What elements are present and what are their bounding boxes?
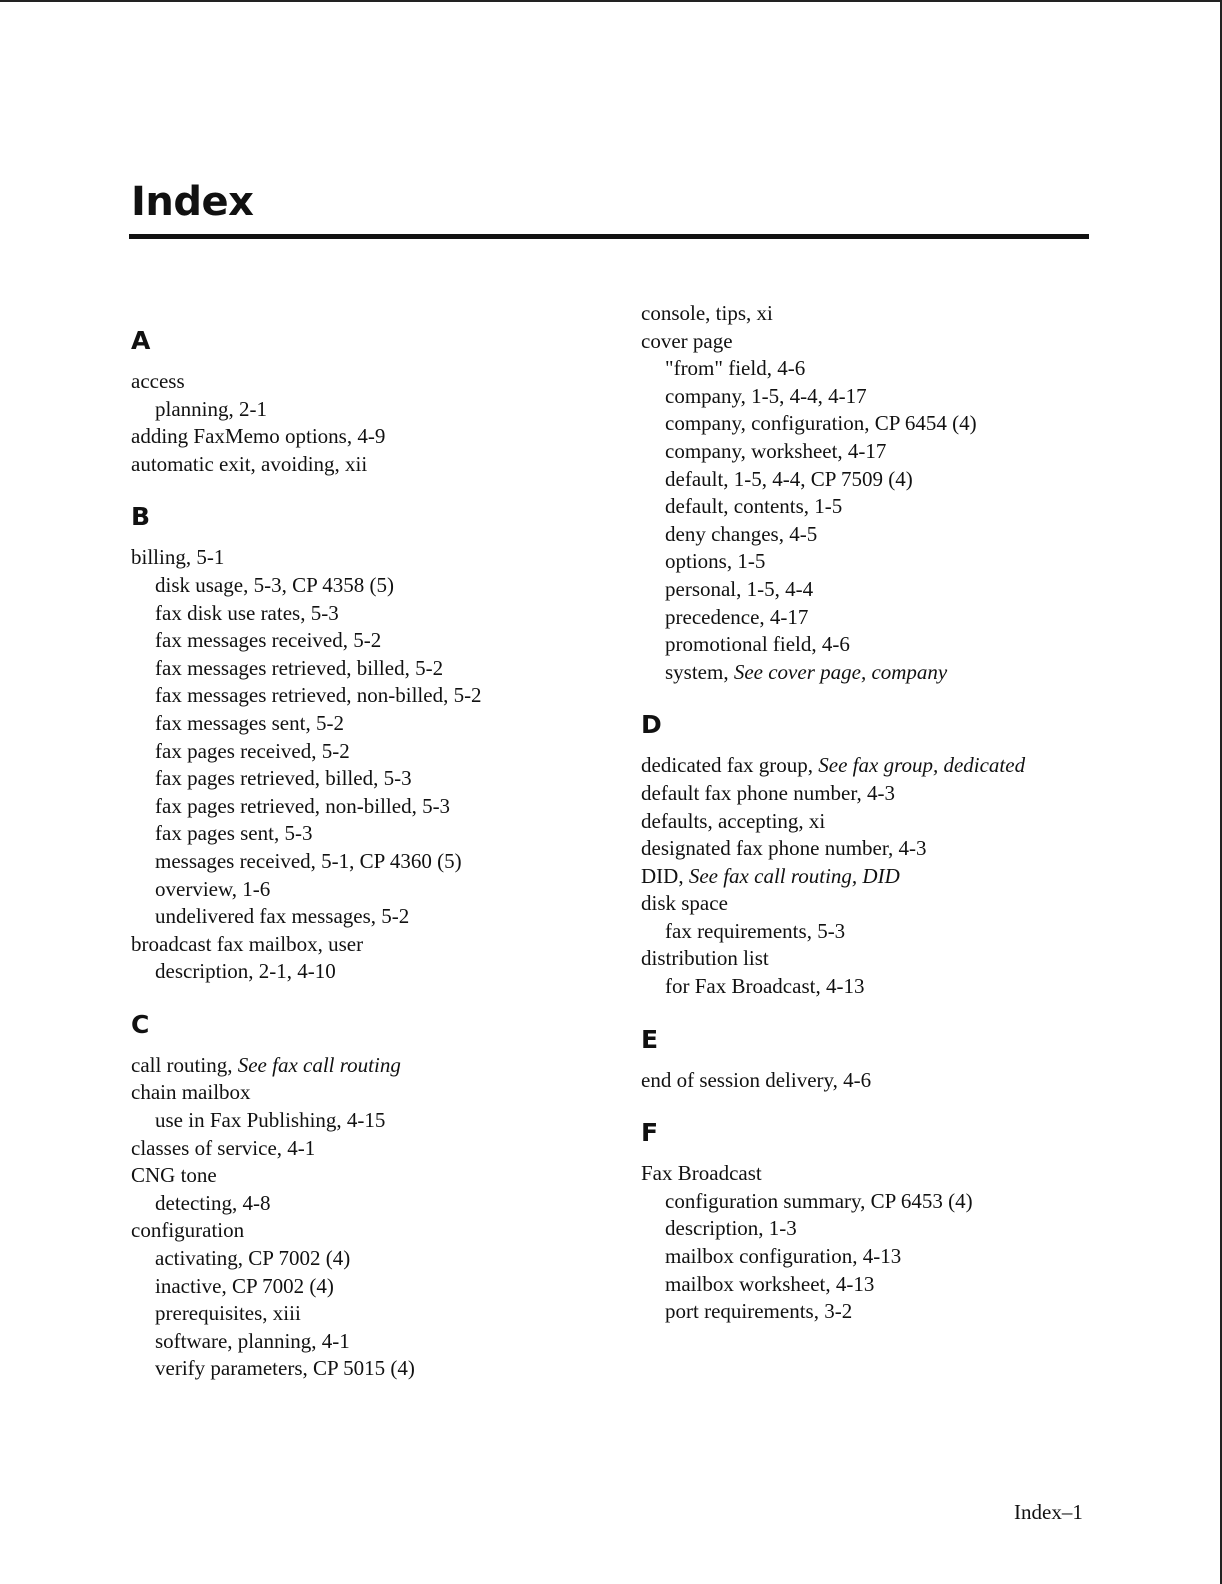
- entry-text: mailbox configuration, 4-13: [665, 1244, 902, 1269]
- entry-text: fax pages retrieved, billed, 5-3: [155, 766, 412, 791]
- index-entry: [641, 835, 1101, 863]
- see-reference: See fax call routing, DID: [688, 863, 900, 888]
- entry-text: software, planning, 4-1: [155, 1328, 350, 1353]
- entry-text: cover page: [641, 328, 733, 353]
- section-letter: C: [131, 1009, 150, 1039]
- entry-text: company, worksheet, 4-17: [665, 438, 887, 463]
- index-subentry: [131, 1273, 591, 1301]
- index-entry: [641, 300, 1101, 328]
- index-subentry: [641, 1188, 1101, 1216]
- index-subentry: [641, 521, 1101, 549]
- index-subentry: [131, 903, 591, 931]
- index-subentry: [641, 1243, 1101, 1271]
- index-entry: [641, 752, 1101, 780]
- entry-text: personal, 1-5, 4-4: [665, 576, 814, 601]
- entry-text: disk usage, 5-3, CP 4358 (5): [155, 572, 394, 597]
- entry-text: description, 2-1, 4-10: [155, 959, 336, 984]
- index-subentry: [131, 765, 591, 793]
- entry-text: inactive, CP 7002 (4): [155, 1273, 334, 1298]
- entry-text: chain mailbox: [131, 1080, 251, 1105]
- index-subentry: [641, 1298, 1101, 1326]
- section-letter: A: [131, 326, 151, 355]
- index-subentry: [131, 627, 591, 655]
- index-subentry: [641, 493, 1101, 521]
- index-subentry: [131, 710, 591, 738]
- see-reference: See cover page, company: [733, 659, 948, 684]
- entry-text: defaults, accepting, xi: [641, 808, 826, 833]
- entry-text: default fax phone number, 4-3: [641, 780, 895, 805]
- entry-text: access: [131, 369, 185, 393]
- index-subentry: [131, 848, 591, 876]
- index-entry: [131, 368, 591, 396]
- entry-text: fax disk use rates, 5-3: [155, 600, 339, 625]
- index-section-a: [131, 324, 591, 478]
- entry-text: precedence, 4-17: [665, 604, 809, 629]
- index-entry: [131, 1162, 591, 1190]
- entry-text: end of session delivery, 4-6: [641, 1067, 872, 1092]
- index-section-d: [641, 708, 1101, 1000]
- index-entry: [641, 780, 1101, 808]
- section-letter: E: [641, 1024, 659, 1054]
- entry-text: fax requirements, 5-3: [665, 918, 846, 943]
- index-subentry: [641, 918, 1101, 946]
- index-subentry: [131, 1300, 591, 1328]
- entry-text: company, 1-5, 4-4, 4-17: [665, 383, 867, 408]
- entry-text: fax pages received, 5-2: [155, 738, 350, 763]
- index-subentry: [641, 604, 1101, 632]
- index-entry: [641, 1067, 1101, 1095]
- entry-text: mailbox worksheet, 4-13: [665, 1271, 875, 1296]
- index-entry: [641, 863, 1101, 891]
- index-section-continued: [641, 300, 1101, 686]
- index-entry: [131, 1052, 591, 1080]
- index-subentry: [641, 548, 1101, 576]
- entry-text: CNG tone: [131, 1163, 217, 1188]
- entry-text: system,: [665, 659, 734, 684]
- see-reference: See fax group, dedicated: [818, 753, 1026, 778]
- index-section-f: [641, 1116, 1101, 1326]
- entry-text: options, 1-5: [665, 549, 766, 574]
- index-subentry: [641, 383, 1101, 411]
- index-section-b: [131, 500, 591, 986]
- entry-text: default, 1-5, 4-4, CP 7509 (4): [665, 466, 913, 491]
- index-entry: [641, 1160, 1101, 1188]
- index-subentry: [131, 1107, 591, 1135]
- entry-text: Fax Broadcast: [641, 1161, 762, 1186]
- section-letter: B: [131, 502, 151, 532]
- entry-text: dedicated fax group,: [641, 753, 819, 778]
- title-rule: [129, 234, 1089, 239]
- entry-text: detecting, 4-8: [155, 1190, 271, 1215]
- index-entry: [131, 1217, 591, 1245]
- entry-text: console, tips, xi: [641, 301, 773, 325]
- entry-text: configuration summary, CP 6453 (4): [665, 1188, 973, 1213]
- index-subentry: [641, 466, 1101, 494]
- index-section-c: [131, 1008, 591, 1383]
- entry-text: messages received, 5-1, CP 4360 (5): [155, 848, 462, 873]
- see-reference: See fax call routing: [237, 1052, 401, 1077]
- index-subentry: [131, 396, 591, 424]
- entry-text: default, contents, 1-5: [665, 494, 843, 519]
- index-subentry: [131, 655, 591, 683]
- entry-text: fax messages sent, 5-2: [155, 710, 344, 735]
- entry-text: fax messages received, 5-2: [155, 628, 382, 653]
- entry-text: designated fax phone number, 4-3: [641, 836, 927, 861]
- index-entry: [641, 890, 1101, 918]
- index-subentry: [641, 438, 1101, 466]
- index-entry: [131, 451, 591, 479]
- index-subentry: [641, 1215, 1101, 1243]
- index-subentry: [641, 410, 1101, 438]
- section-letter: D: [641, 710, 662, 740]
- index-subentry: [131, 738, 591, 766]
- entry-text: company, configuration, CP 6454 (4): [665, 411, 977, 436]
- index-subentry: [131, 1355, 591, 1383]
- entry-text: activating, CP 7002 (4): [155, 1246, 351, 1271]
- entry-text: overview, 1-6: [155, 876, 271, 901]
- index-subentry: [131, 600, 591, 628]
- page-title: Index: [131, 179, 254, 225]
- index-entry: [641, 808, 1101, 836]
- entry-text: undelivered fax messages, 5-2: [155, 904, 410, 929]
- entry-text: planning, 2-1: [155, 396, 267, 421]
- index-section-e: [641, 1023, 1101, 1095]
- index-entry: [641, 328, 1101, 356]
- entry-text: use in Fax Publishing, 4-15: [155, 1108, 386, 1133]
- index-subentry: [641, 973, 1101, 1001]
- entry-text: broadcast fax mailbox, user: [131, 931, 364, 956]
- entry-text: for Fax Broadcast, 4-13: [665, 974, 865, 999]
- index-subentry: [641, 576, 1101, 604]
- index-entry: [131, 423, 591, 451]
- entry-text: fax messages retrieved, non-billed, 5-2: [155, 683, 482, 708]
- section-letter: F: [641, 1118, 659, 1148]
- index-subentry: [641, 355, 1101, 383]
- entry-text: "from" field, 4-6: [665, 356, 806, 381]
- entry-text: promotional field, 4-6: [665, 632, 850, 657]
- entry-text: classes of service, 4-1: [131, 1135, 316, 1160]
- entry-text: call routing,: [131, 1052, 238, 1077]
- index-subentry: [131, 958, 591, 986]
- entry-text: billing, 5-1: [131, 545, 225, 570]
- index-entry: [131, 1135, 591, 1163]
- index-column-right: [641, 300, 1101, 1326]
- entry-text: adding FaxMemo options, 4-9: [131, 424, 386, 449]
- entry-text: fax pages retrieved, non-billed, 5-3: [155, 793, 451, 818]
- index-subentry: [131, 682, 591, 710]
- entry-text: distribution list: [641, 946, 769, 971]
- entry-text: description, 1-3: [665, 1216, 797, 1241]
- entry-text: verify parameters, CP 5015 (4): [155, 1356, 415, 1381]
- entry-text: fax messages retrieved, billed, 5-2: [155, 655, 444, 680]
- entry-text: automatic exit, avoiding, xii: [131, 451, 368, 476]
- page-footer: Index–1: [1014, 1500, 1083, 1524]
- index-subentry: [641, 1271, 1101, 1299]
- entry-text: deny changes, 4-5: [665, 521, 818, 546]
- index-subentry: [131, 1328, 591, 1356]
- entry-text: prerequisites, xiii: [155, 1301, 301, 1326]
- index-column-left: [131, 324, 591, 1383]
- index-subentry: [131, 1245, 591, 1273]
- index-subentry: [641, 659, 1101, 687]
- index-subentry: [131, 820, 591, 848]
- entry-text: fax pages sent, 5-3: [155, 821, 313, 846]
- entry-text: port requirements, 3-2: [665, 1299, 853, 1324]
- index-entry: [131, 544, 591, 572]
- index-subentry: [131, 793, 591, 821]
- entry-text: disk space: [641, 891, 728, 916]
- index-subentry: [131, 1190, 591, 1218]
- index-entry: [131, 931, 591, 959]
- entry-text: DID,: [641, 863, 689, 888]
- index-entry: [641, 945, 1101, 973]
- index-subentry: [131, 572, 591, 600]
- index-entry: [131, 1079, 591, 1107]
- entry-text: configuration: [131, 1218, 245, 1243]
- index-subentry: [641, 631, 1101, 659]
- index-subentry: [131, 876, 591, 904]
